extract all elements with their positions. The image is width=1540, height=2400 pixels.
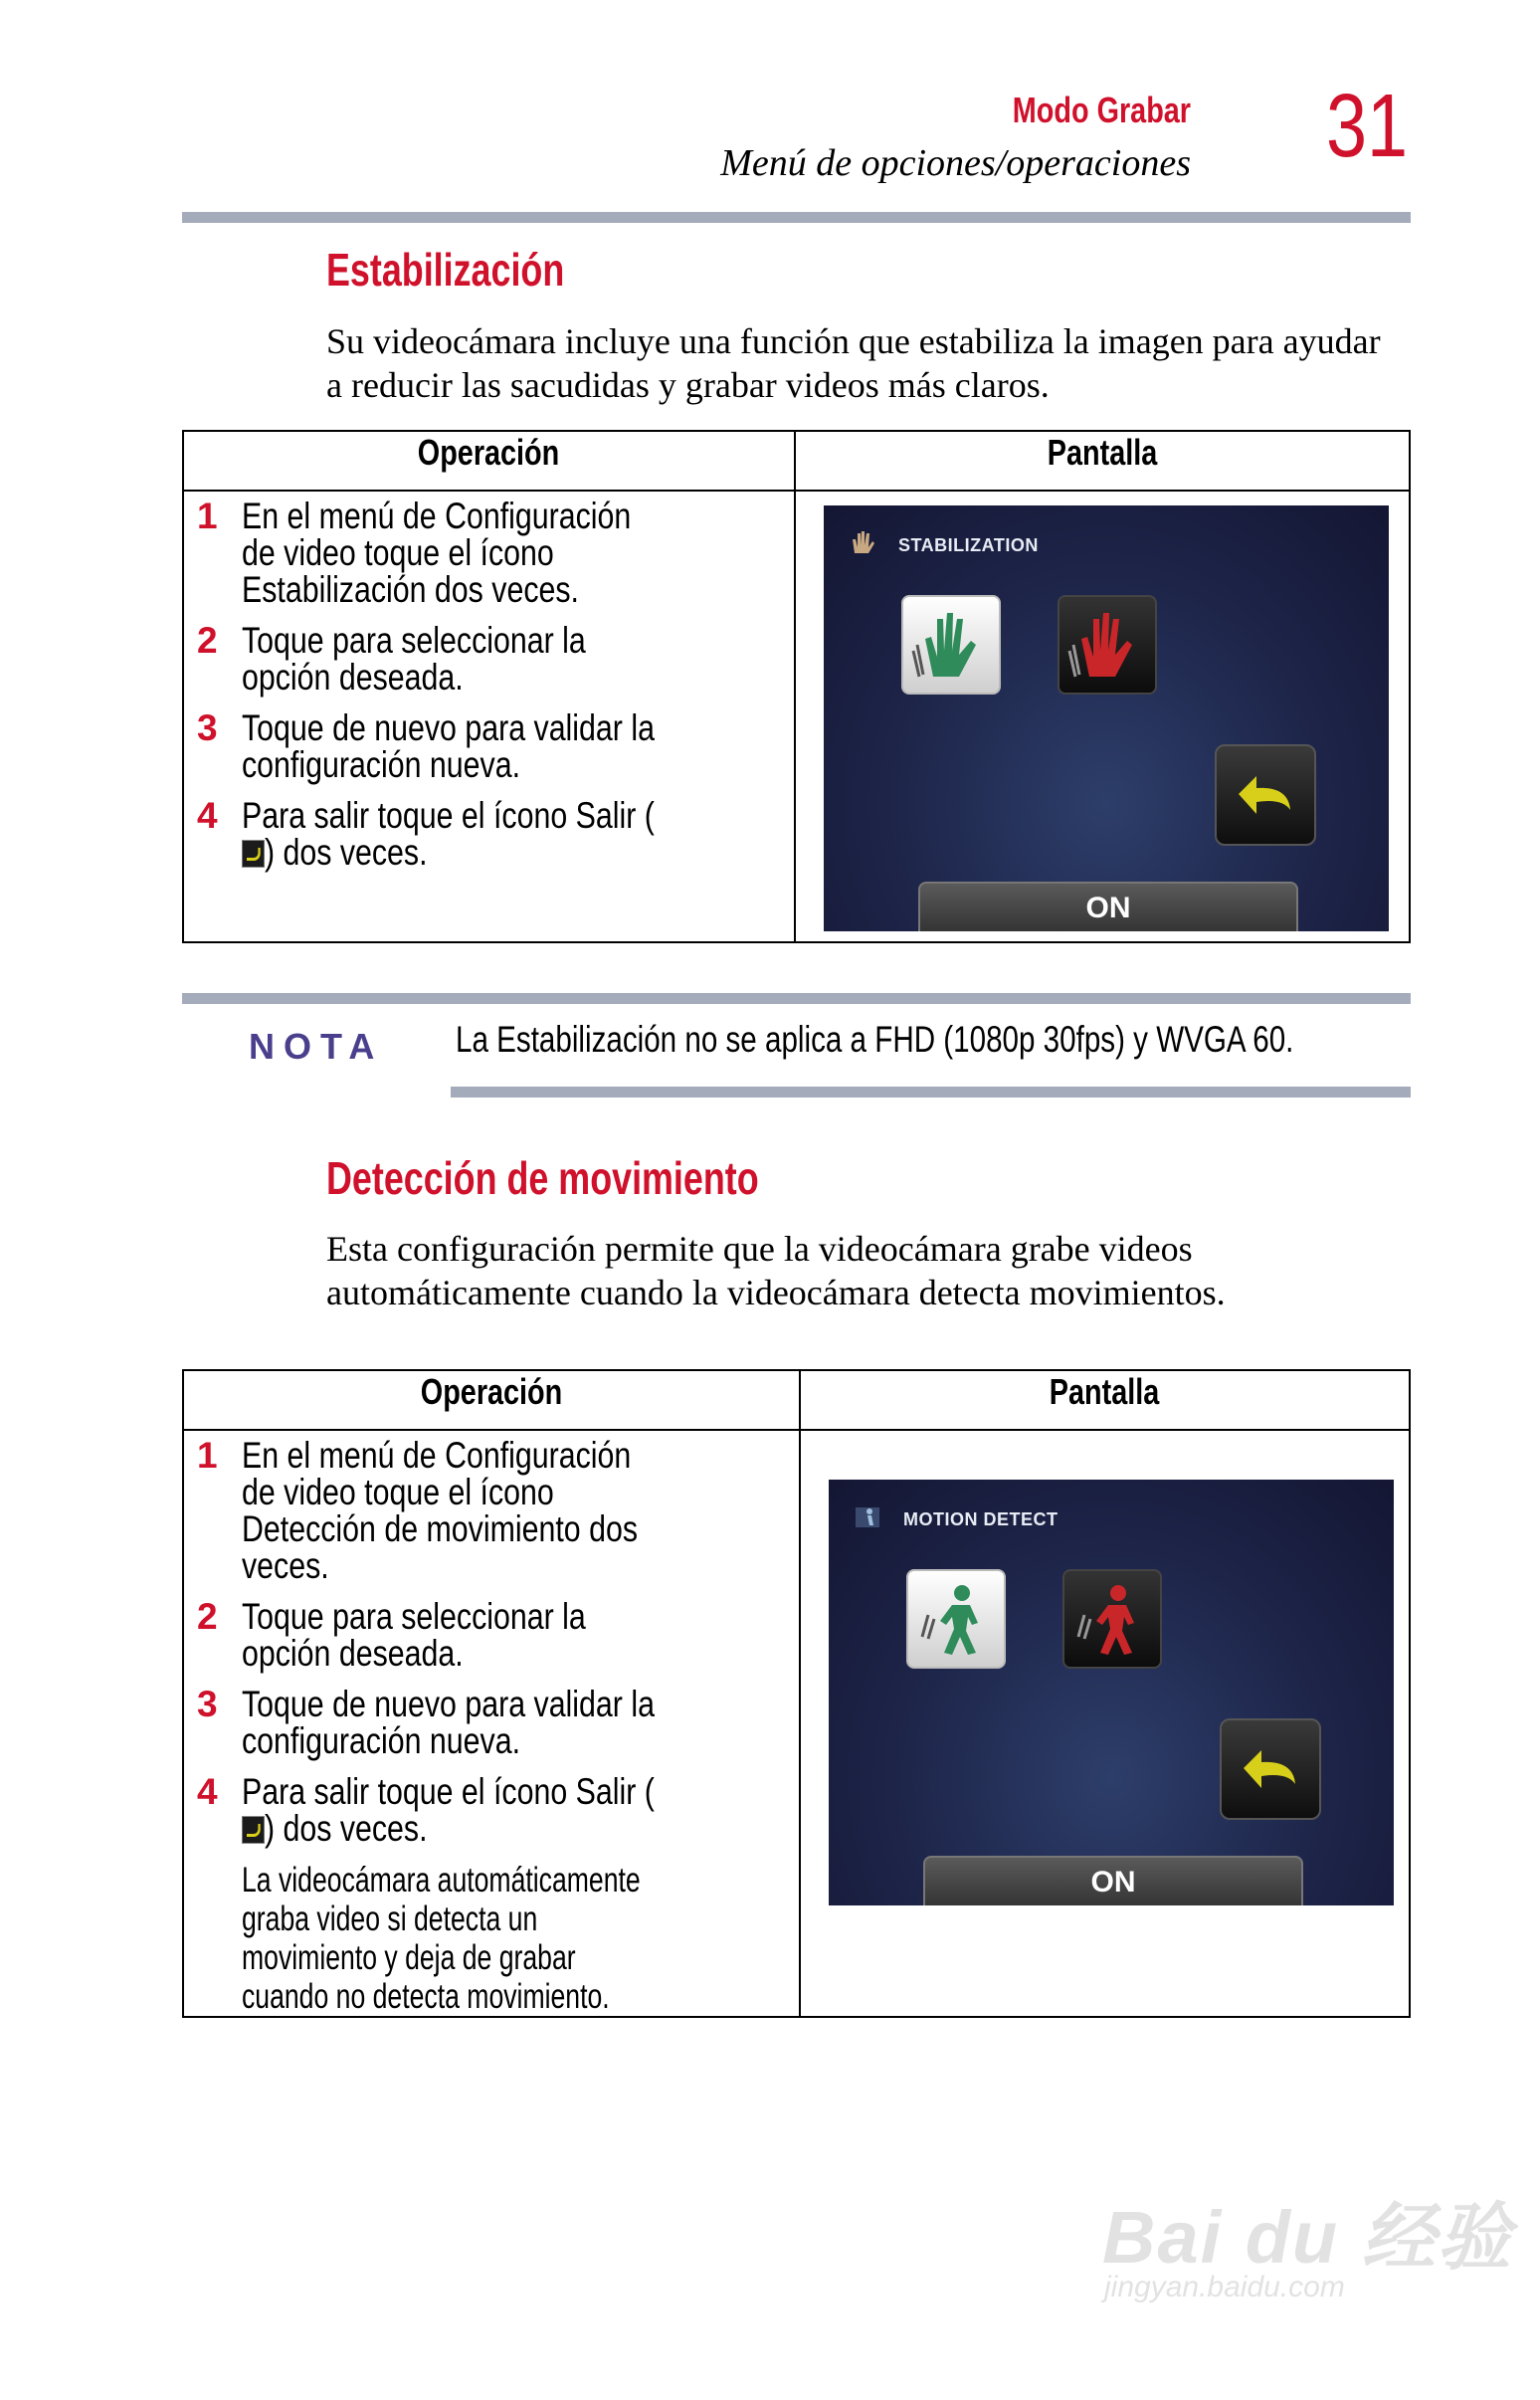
watermark-url: jingyan.baidu.com: [1104, 2271, 1345, 2303]
back-button[interactable]: [1215, 744, 1316, 846]
red-hand-icon: [1067, 605, 1147, 685]
operation-steps: [183, 1430, 800, 2017]
camera-screen-motion-detect: [829, 1480, 1394, 1905]
stabilization-intro: Su videocámara incluye una función que estabiliza la imagen para ayudar a reducir las sacudidas y grabar videos más claros.: [326, 321, 1381, 405]
green-hand-icon: [911, 605, 991, 685]
col-header-screen: Pantalla: [795, 431, 1410, 491]
section-title-stabilization: Estabilización: [326, 244, 565, 296]
operation-steps: [183, 491, 795, 942]
step-item: 3 Toque de nuevo para validar la configuración nueva.: [197, 707, 655, 785]
step-item: 3 Toque de nuevo para validar la configuración nueva.: [197, 1684, 655, 1761]
motion-intro: Esta configuración permite que la videocámara grabe videos automáticamente cuando la videocámara detecta movimientos.: [326, 1229, 1226, 1312]
screen-title: MOTION DETECT: [903, 1509, 1059, 1529]
exit-icon: [242, 840, 265, 868]
col-header-screen: Pantalla: [800, 1370, 1410, 1430]
green-person-icon: [916, 1579, 996, 1659]
step-item: 1 En el menú de Configuración de video toque el ícono Estabilización dos veces.: [197, 496, 632, 610]
note-text: La Estabilización no se aplica a FHD (1080p 30fps) y WVGA 60.: [456, 1019, 1294, 1060]
step-item: 1 En el menú de Configuración de video toque el ícono Detección de movimiento dos veces.: [197, 1435, 638, 1586]
col-header-operation: Operación: [183, 431, 795, 491]
motion-table: [182, 1369, 1411, 2018]
watermark: [1102, 2179, 1513, 2303]
header-rule: [182, 212, 1411, 223]
running-header-subsection: Menú de opciones/operaciones: [720, 142, 1191, 184]
step-item: 4 Para salir toque el ícono Salir () dos veces.: [197, 795, 655, 873]
red-person-icon: [1072, 1579, 1152, 1659]
section-title-motion-detect: Detección de movimiento: [326, 1152, 759, 1204]
note-top-rule: [182, 993, 1411, 1004]
camera-screen-stabilization: [824, 505, 1389, 931]
watermark-brand: Bai du 经验: [1102, 2196, 1513, 2279]
on-button[interactable]: ON: [923, 1856, 1303, 1905]
back-arrow-icon: [1217, 746, 1314, 844]
motion-detect-off-option[interactable]: [1062, 1569, 1162, 1669]
step-item: 2 Toque para seleccionar la opción deseada.: [197, 1596, 586, 1674]
screen-title: STABILIZATION: [898, 535, 1039, 555]
screen-cell: [800, 1430, 1410, 2017]
on-button[interactable]: ON: [918, 882, 1298, 931]
motion-detect-on-option[interactable]: [906, 1569, 1006, 1669]
page-number: 31: [1326, 77, 1409, 176]
screen-cell: [795, 491, 1410, 942]
motion-person-icon: [854, 1503, 881, 1529]
step-item: 4 Para salir toque el ícono Salir () dos veces.: [197, 1771, 655, 1849]
note-label: NOTA: [249, 1026, 384, 1067]
stabilization-table: [182, 430, 1411, 943]
note-bottom-rule: [451, 1087, 1411, 1098]
stabilization-on-option[interactable]: [901, 595, 1001, 695]
col-header-operation: Operación: [183, 1370, 800, 1430]
back-button[interactable]: [1220, 1718, 1321, 1820]
step-note: La videocámara automáticamente graba video si detecta un movimiento y deja de grabar cuando no detecta movimiento.: [242, 1861, 641, 2016]
step-item: 2 Toque para seleccionar la opción deseada.: [197, 620, 586, 698]
hand-icon: [849, 529, 876, 555]
running-header-section: Modo Grabar: [1012, 90, 1191, 130]
back-arrow-icon: [1222, 1720, 1319, 1818]
exit-icon: [242, 1816, 265, 1844]
stabilization-off-option[interactable]: [1058, 595, 1157, 695]
